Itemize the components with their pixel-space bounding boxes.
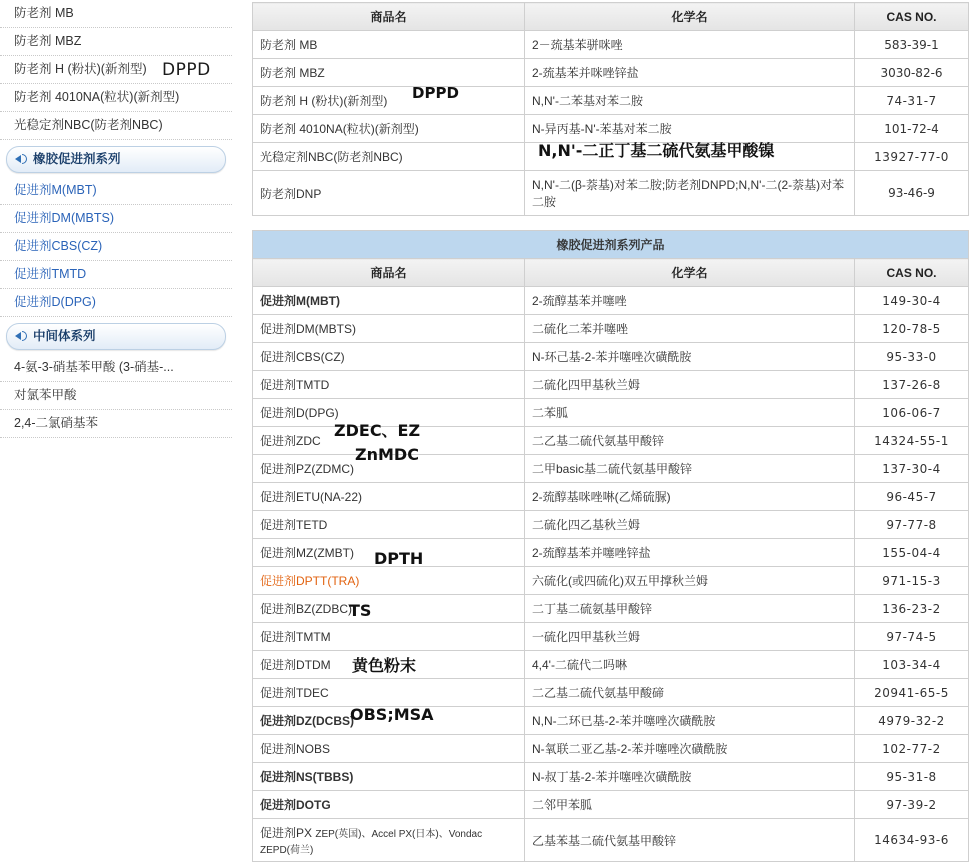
sidebar-item[interactable]: 促进剂DM(MBTS) [0, 205, 232, 233]
cell-chemical: 二甲basic基二硫代氨基甲酸锌 [525, 455, 855, 483]
cell-chemical: 2-巯基苯并咪唑锌盐 [525, 59, 855, 87]
sidebar-item[interactable]: 4-氨-3-硝基苯甲酸 (3-硝基-... [0, 354, 232, 382]
table-row [253, 287, 969, 315]
sidebar-item[interactable]: 防老剂 4010NA(粒状)(新剂型) [0, 84, 232, 112]
sidebar-section-label: 中间体系列 [33, 329, 96, 343]
cell-chemical: 二邻甲苯胍 [525, 791, 855, 819]
cell-product-aliases: ZEP(英国)、Accel PX(日本)、Vondac ZEPD(荷兰) [260, 829, 483, 856]
table-row [253, 539, 969, 567]
annotation-ts: TS [349, 601, 372, 620]
cell-cas: 3030-82-6 [855, 59, 969, 87]
cell-cas: 93-46-9 [855, 171, 969, 216]
cell-chemical: 二硫化四乙基秋兰姆 [525, 511, 855, 539]
cell-cas: 971-15-3 [855, 567, 969, 595]
sidebar-item[interactable]: 防老剂 MB [0, 0, 232, 28]
cell-cas: 4979-32-2 [855, 707, 969, 735]
cell-chemical: N-异丙基-N'-苯基对苯二胺 [525, 115, 855, 143]
cell-product: 促进剂NOBS [253, 735, 525, 763]
cell-product: 防老剂 MBZ [253, 59, 525, 87]
cell-product: 促进剂ZDC [253, 427, 525, 455]
table-header-row [253, 3, 969, 31]
sidebar-item[interactable]: 防老剂 H (粉状)(新剂型) [0, 56, 232, 84]
table-row [253, 791, 969, 819]
cell-chemical: N-叔丁基-2-苯并噻唑次磺酰胺 [525, 763, 855, 791]
sidebar-section-accelerators[interactable] [6, 146, 226, 173]
table-row [253, 819, 969, 862]
annotation-dppd-table: DPPD [412, 84, 459, 102]
sidebar-item[interactable]: 对氯苯甲酸 [0, 382, 232, 410]
cell-cas: 14634-93-6 [855, 819, 969, 862]
cell-cas: 97-77-8 [855, 511, 969, 539]
antioxidant-table [252, 2, 969, 216]
cell-chemical: 二丁基二硫氨基甲酸锌 [525, 595, 855, 623]
cell-cas: 583-39-1 [855, 31, 969, 59]
table-row [253, 343, 969, 371]
cell-chemical: N,N-二环已基-2-苯并噻唑次磺酰胺 [525, 707, 855, 735]
cell-chemical: 一硫化四甲基秋兰姆 [525, 623, 855, 651]
cell-cas: 137-26-8 [855, 371, 969, 399]
cell-chemical: 2－巯基苯骈咪唑 [525, 31, 855, 59]
annotation-nbc-chemical: N,N'-二正丁基二硫代氨基甲酸镍 [538, 141, 775, 160]
annotation-dpth: DPTH [374, 549, 424, 568]
column-header-cas: CAS NO. [855, 3, 969, 31]
sidebar-section-label: 橡胶促进剂系列 [33, 152, 121, 166]
table-header-row [253, 259, 969, 287]
sidebar-accelerator-list [0, 177, 232, 317]
cell-product: 促进剂TMTD [253, 371, 525, 399]
sidebar-intermediate-list [0, 354, 232, 438]
speaker-icon [15, 330, 28, 341]
cell-product: 促进剂M(MBT) [253, 287, 525, 315]
cell-chemical: 4,4'-二硫代二吗啉 [525, 651, 855, 679]
table-row [253, 171, 969, 216]
cell-chemical: 六硫化(或四硫化)双五甲撑秋兰姆 [525, 567, 855, 595]
cell-cas: 136-23-2 [855, 595, 969, 623]
table-row [253, 511, 969, 539]
cell-chemical: 二乙基二硫代氨基甲酸碲 [525, 679, 855, 707]
cell-cas: 97-39-2 [855, 791, 969, 819]
cell-chemical: N,N'-二苯基对苯二胺 [525, 87, 855, 115]
cell-cas: 97-74-5 [855, 623, 969, 651]
table-banner: 橡胶促进剂系列产品 [253, 231, 969, 259]
cell-product: 促进剂DTDM [253, 651, 525, 679]
column-header-chemical: 化学名 [525, 3, 855, 31]
cell-cas: 13927-77-0 [855, 143, 969, 171]
cell-product [253, 819, 525, 862]
table-banner-row [253, 231, 969, 259]
cell-cas: 101-72-4 [855, 115, 969, 143]
cell-product: 促进剂BZ(ZDBC) [253, 595, 525, 623]
cell-product: 促进剂MZ(ZMBT) [253, 539, 525, 567]
table-row [253, 763, 969, 791]
column-header-cas: CAS NO. [855, 259, 969, 287]
cell-product: 促进剂TMTM [253, 623, 525, 651]
cell-product: 防老剂DNP [253, 171, 525, 216]
cell-product: 促进剂DPTT(TRA) [253, 567, 525, 595]
table-row [253, 31, 969, 59]
cell-cas: 14324-55-1 [855, 427, 969, 455]
sidebar-item[interactable]: 防老剂 MBZ [0, 28, 232, 56]
annotation-yellow-powder: 黄色粉末 [352, 656, 417, 675]
table-row [253, 59, 969, 87]
cell-cas: 20941-65-5 [855, 679, 969, 707]
cell-cas: 103-34-4 [855, 651, 969, 679]
cell-cas: 149-30-4 [855, 287, 969, 315]
cell-cas: 95-31-8 [855, 763, 969, 791]
column-header-chemical: 化学名 [525, 259, 855, 287]
cell-chemical: 二苯胍 [525, 399, 855, 427]
cell-chemical: N-氧联二亚乙基-2-苯并噻唑次磺酰胺 [525, 735, 855, 763]
table-row [253, 371, 969, 399]
cell-chemical: 2-巯醇基苯并噻唑锌盐 [525, 539, 855, 567]
cell-cas: 95-33-0 [855, 343, 969, 371]
sidebar-item[interactable]: 2,4-二氯硝基苯 [0, 410, 232, 438]
cell-cas: 74-31-7 [855, 87, 969, 115]
cell-chemical: N-环己基-2-苯并噻唑次磺酰胺 [525, 343, 855, 371]
annotation-dppd-sidebar: DPPD [162, 60, 211, 80]
cell-product: 促进剂ETU(NA-22) [253, 483, 525, 511]
cell-product: 促进剂NS(TBBS) [253, 763, 525, 791]
cell-chemical: 二硫化四甲基秋兰姆 [525, 371, 855, 399]
cell-product: 防老剂 4010NA(粒状)(新剂型) [253, 115, 525, 143]
cell-cas: 102-77-2 [855, 735, 969, 763]
table-row [253, 567, 969, 595]
cell-chemical: 二乙基二硫代氨基甲酸锌 [525, 427, 855, 455]
column-header-product: 商品名 [253, 3, 525, 31]
cell-chemical: 2-巯醇基咪唑啉(乙烯硫脲) [525, 483, 855, 511]
cell-product: 促进剂TETD [253, 511, 525, 539]
cell-cas: 120-78-5 [855, 315, 969, 343]
accelerator-table [252, 230, 969, 862]
column-header-product: 商品名 [253, 259, 525, 287]
cell-product: 防老剂 H (粉状)(新剂型) [253, 87, 525, 115]
cell-chemical: N,N'-二(β-萘基)对苯二胺;防老剂DNPD;N,N'-二(2-萘基)对苯二胺 [525, 171, 855, 216]
sidebar [0, 0, 232, 438]
cell-product: 光稳定剂NBC(防老剂NBC) [253, 143, 525, 171]
cell-product: 促进剂TDEC [253, 679, 525, 707]
table-row [253, 483, 969, 511]
table-row [253, 735, 969, 763]
sidebar-item[interactable]: 光稳定剂NBC(防老剂NBC) [0, 112, 232, 140]
sidebar-section-intermediates[interactable] [6, 323, 226, 350]
cell-product: 促进剂PZ(ZDMC) [253, 455, 525, 483]
cell-chemical: 乙基苯基二硫代氨基甲酸锌 [525, 819, 855, 862]
table-row [253, 87, 969, 115]
cell-product: 促进剂DZ(DCBS) [253, 707, 525, 735]
cell-cas: 137-30-4 [855, 455, 969, 483]
cell-cas: 96-45-7 [855, 483, 969, 511]
sidebar-item[interactable]: 促进剂CBS(CZ) [0, 233, 232, 261]
speaker-icon [15, 153, 28, 164]
table-row [253, 315, 969, 343]
table-row [253, 623, 969, 651]
cell-product-label: 促进剂PX [260, 826, 313, 840]
cell-chemical: 2-巯醇基苯并噻唑 [525, 287, 855, 315]
cell-product: 促进剂DM(MBTS) [253, 315, 525, 343]
sidebar-item[interactable]: 促进剂D(DPG) [0, 289, 232, 317]
cell-product: 促进剂DOTG [253, 791, 525, 819]
cell-product: 促进剂D(DPG) [253, 399, 525, 427]
cell-product: 促进剂CBS(CZ) [253, 343, 525, 371]
annotation-zdec: ZDEC、EZ [334, 421, 421, 440]
sidebar-item[interactable]: 促进剂M(MBT) [0, 177, 232, 205]
table-row [253, 679, 969, 707]
annotation-obs-msa: OBS;MSA [350, 705, 434, 724]
cell-cas: 155-04-4 [855, 539, 969, 567]
cell-chemical: 二硫化二苯并噻唑 [525, 315, 855, 343]
sidebar-item[interactable]: 促进剂TMTD [0, 261, 232, 289]
cell-cas: 106-06-7 [855, 399, 969, 427]
cell-product: 防老剂 MB [253, 31, 525, 59]
annotation-znmdc: ZnMDC [355, 445, 419, 464]
